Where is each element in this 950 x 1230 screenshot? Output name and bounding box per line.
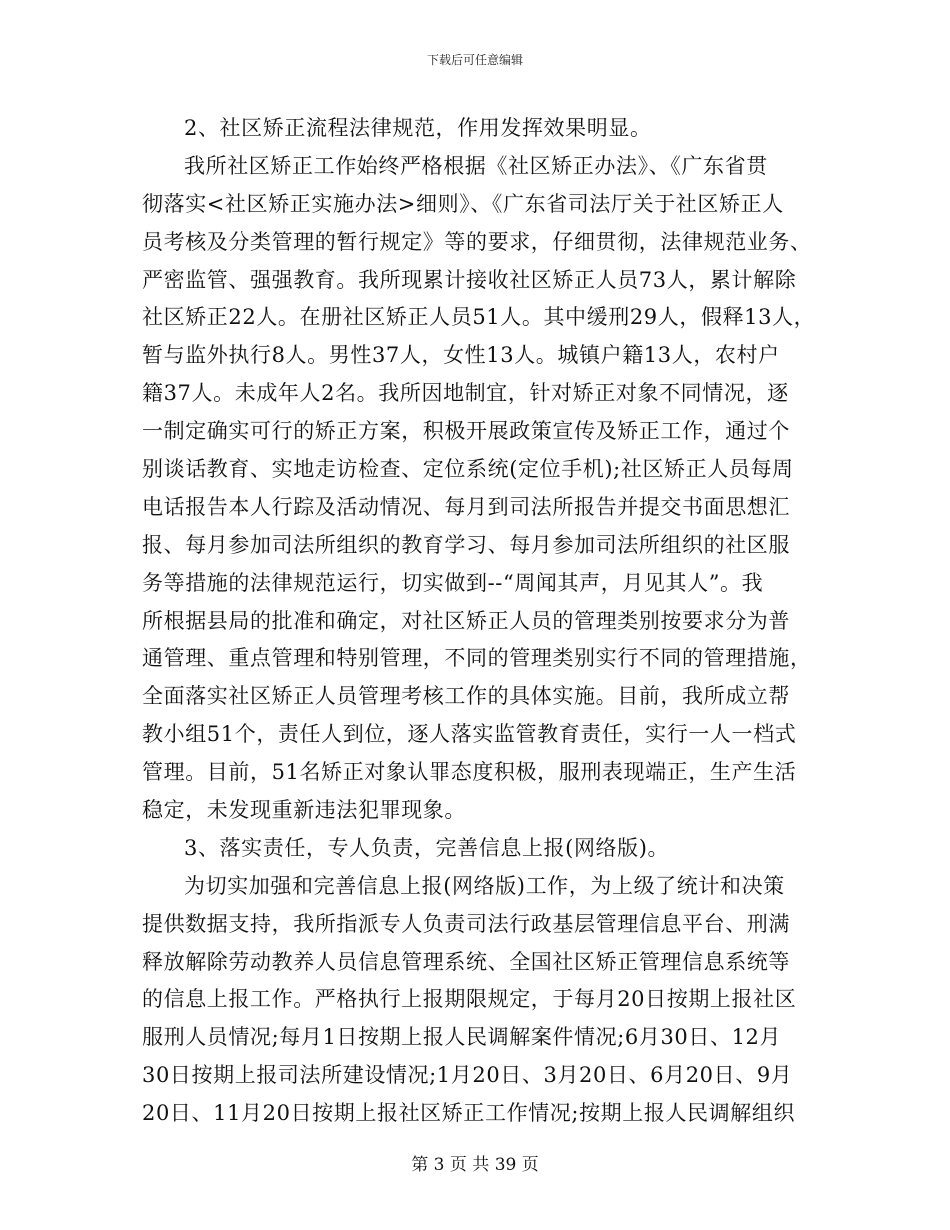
paragraph-line: 别谈话教育、实地走访检查、定位系统(定位手机);社区矫正人员每周 <box>142 457 794 482</box>
page-number-footer: 第 3 页 共 39 页 <box>411 1155 539 1175</box>
section-heading-3: 3、落实责任，专人负责，完善信息上报(网络版)。 <box>184 835 670 860</box>
paragraph-line: 严密监管、强强教育。我所现累计接收社区矫正人员73人，累计解除 <box>142 267 797 292</box>
paragraph-line: 暂与监外执行8人。男性37人，女性13人。城镇户籍13人，农村户 <box>142 343 780 368</box>
paragraph-line: 务等措施的法律规范运行，切实做到--“周闻其声，月见其人”。我 <box>142 570 764 595</box>
paragraph-line: 30日按期上报司法所建设情况;1月20日、3月20日、6月20日、9月 <box>142 1063 793 1088</box>
paragraph-line: 20日、11月20日按期上报社区矫正工作情况;按期上报人民调解组织 <box>142 1101 796 1126</box>
document-body <box>142 110 822 1133</box>
paragraph-line: 服刑人员情况;每月1日按期上报人民调解案件情况;6月30日、12月 <box>142 1025 782 1050</box>
paragraph-line: 教小组51个，责任人到位，逐人落实监管教育责任，实行一人一档式 <box>142 722 797 747</box>
paragraph-line: 的信息上报工作。严格执行上报期限规定，于每月20日按期上报社区 <box>142 987 797 1012</box>
section-heading-2: 2、社区矫正流程法律规范，作用发挥效果明显。 <box>184 116 652 140</box>
paragraph-line: 电话报告本人行踪及活动情况、每月到司法所报告并提交书面思想汇 <box>142 494 790 519</box>
paragraph-line: 员考核及分类管理的暂行规定》等的要求，仔细贯彻，法律规范业务、 <box>142 229 812 254</box>
paragraph-line: 彻落实<社区矫正实施办法>细则》、《广东省司法厅关于社区矫正人 <box>142 191 784 216</box>
paragraph-line: 稳定，未发现重新违法犯罪现象。 <box>142 798 466 823</box>
paragraph-line: 报、每月参加司法所组织的教育学习、每月参加司法所组织的社区服 <box>142 532 790 557</box>
paragraph-line: 提供数据支持，我所指派专人负责司法行政基层管理信息平台、刑满 <box>142 911 790 936</box>
paragraph-line: 为切实加强和完善信息上报(网络版)工作，为上级了统计和决策 <box>184 873 785 898</box>
paragraph-line: 管理。目前，51名矫正对象认罪态度积极，服刑表现端正，生产生活 <box>142 760 797 785</box>
paragraph-line: 我所社区矫正工作始终严格根据《社区矫正办法》、《广东省贯 <box>184 153 768 178</box>
paragraph-line: 社区矫正22人。在册社区矫正人员51人。其中缓刑29人，假释13人， <box>142 305 816 330</box>
paragraph-line: 籍37人。未成年人2名。我所因地制宜，针对矫正对象不同情况，逐 <box>142 381 789 406</box>
paragraph-line: 释放解除劳动教养人员信息管理系统、全国社区矫正管理信息系统等 <box>142 949 790 974</box>
paragraph-line: 所根据县局的批准和确定，对社区矫正人员的管理类别按要求分为普 <box>142 608 790 633</box>
paragraph-line: 一制定确实可行的矫正方案，积极开展政策宣传及矫正工作，通过个 <box>142 419 790 444</box>
paragraph-line: 全面落实社区矫正人员管理考核工作的具体实施。目前，我所成立帮 <box>142 684 790 709</box>
paragraph-line: 通管理、重点管理和特别管理，不同的管理类别实行不同的管理措施， <box>142 646 812 671</box>
page-header: 下载后可任意编辑 <box>426 53 523 67</box>
